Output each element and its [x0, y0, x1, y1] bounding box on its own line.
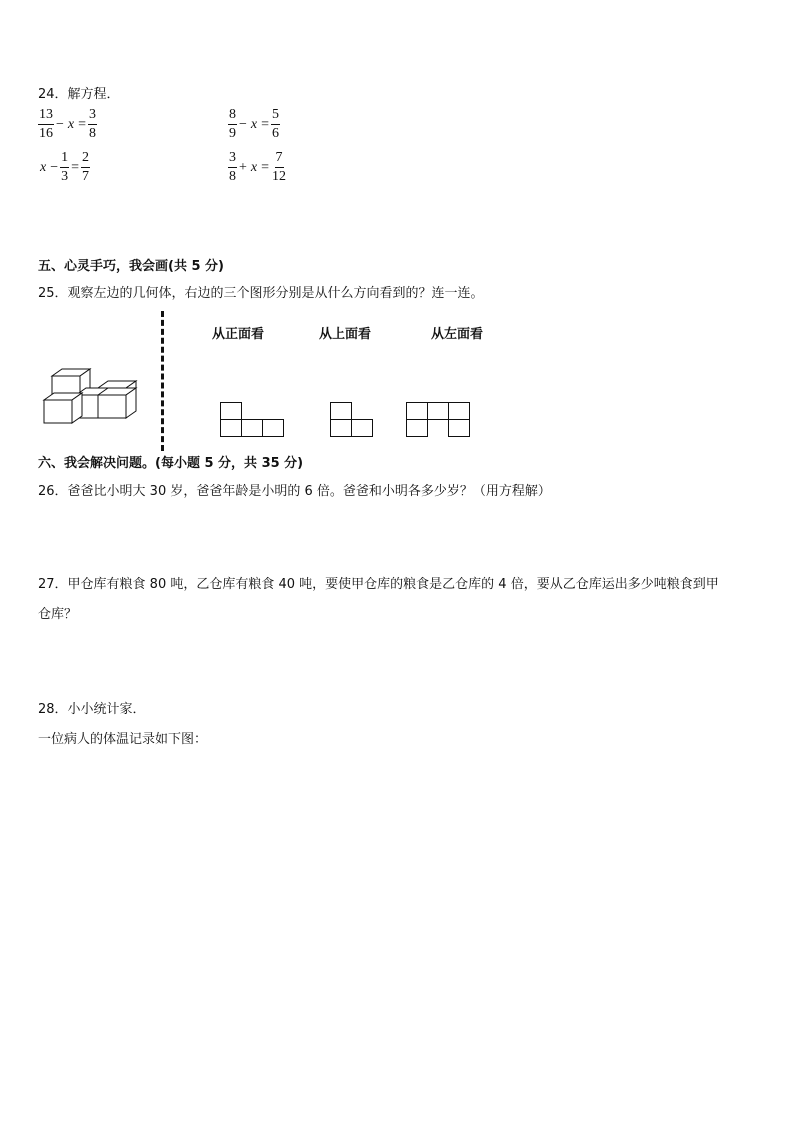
- square-cell: [330, 419, 352, 437]
- square-cell: [220, 419, 242, 437]
- equation-1: $\frac{13}{16}$ − x = $\frac{3}{8}$: [39, 107, 97, 141]
- dashed-divider: [161, 311, 164, 451]
- fraction: $\frac{5}{6}$: [272, 107, 280, 141]
- square-cell: [262, 419, 284, 437]
- view-label-left: 从左面看: [431, 327, 484, 342]
- q27-line-2: 仓库？: [38, 607, 78, 622]
- section-5-heading: 五、心灵手巧，我会画(共 5 分): [38, 259, 224, 274]
- view-figure-2: [330, 402, 380, 442]
- cube-solid-figure: [40, 366, 140, 426]
- fraction: $\frac{2}{7}$: [82, 150, 90, 184]
- q27-line-1: 27．甲仓库有粮食 80 吨，乙仓库有粮食 40 吨，要使甲仓库的粮食是乙仓库的 4 倍，要从乙仓库运出多少吨粮食到甲: [38, 577, 719, 592]
- view-figure-3: [406, 402, 476, 442]
- square-cell: [448, 419, 470, 437]
- square-cell: [406, 419, 428, 437]
- q24-title: 24．解方程．: [38, 87, 120, 102]
- square-cell: [330, 402, 352, 420]
- section-6-heading: 六、我会解决问题。(每小题 5 分，共 35 分): [38, 456, 304, 471]
- q25-text: 25．观察左边的几何体，右边的三个图形分别是从什么方向看到的？连一连。: [38, 286, 484, 301]
- fraction: $\frac{3}{8}$: [89, 107, 97, 141]
- square-cell: [220, 402, 242, 420]
- fraction: $\frac{1}{3}$: [61, 150, 69, 184]
- view-figure-1: [220, 402, 290, 442]
- square-cell: [427, 402, 449, 420]
- fraction: $\frac{3}{8}$: [229, 150, 236, 184]
- fraction: $\frac{13}{16}$: [39, 107, 53, 141]
- q28-text: 一位病人的体温记录如下图：: [38, 732, 208, 747]
- square-cell: [241, 419, 263, 437]
- fraction: $\frac{7}{12}$: [272, 150, 287, 184]
- q28-title: 28．小小统计家．: [38, 702, 146, 717]
- equation-2: $\frac{8}{9}$ − x = $\frac{5}{6}$: [229, 107, 280, 141]
- square-cell: [351, 419, 373, 437]
- view-label-front: 从正面看: [212, 327, 265, 342]
- equation-4: $\frac{3}{8}$ + x = $\frac{7}{12}$: [229, 150, 287, 184]
- square-cell: [406, 402, 428, 420]
- equation-3: x − $\frac{1}{3}$ = $\frac{2}{7}$: [40, 150, 90, 184]
- q26-text: 26．爸爸比小明大 30 岁，爸爸年龄是小明的 6 倍。爸爸和小明各多少岁？（用方程解）: [38, 484, 551, 499]
- square-cell: [448, 402, 470, 420]
- view-label-top: 从上面看: [319, 327, 372, 342]
- fraction: $\frac{8}{9}$: [229, 107, 236, 141]
